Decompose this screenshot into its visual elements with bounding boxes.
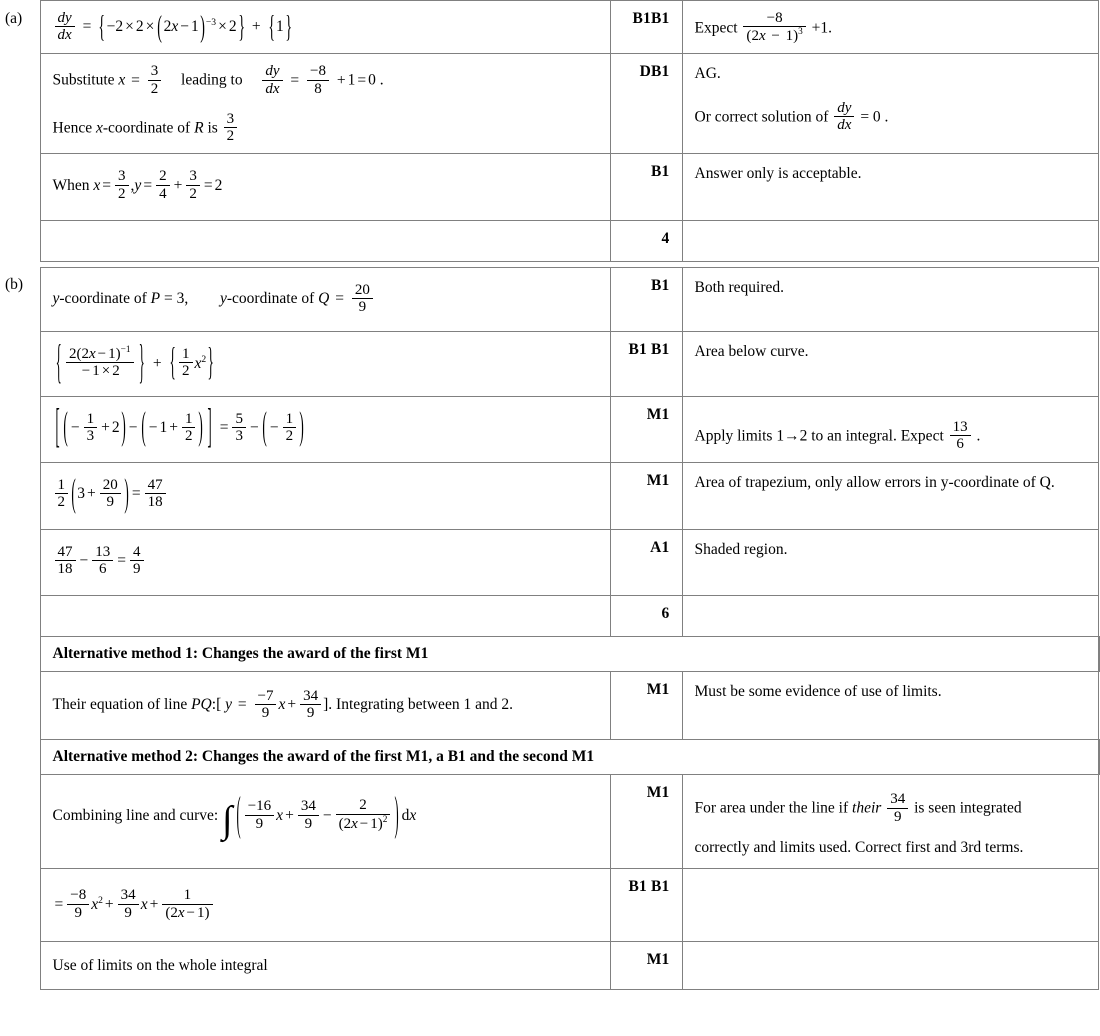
notes-alt2-a: For area under the line if [694, 799, 849, 817]
notes-cell-alt2 [682, 775, 1098, 869]
mark-b-total: 6 [661, 604, 670, 622]
work-b2: { $\frac{2(2x - 1)^{-1}}{- 1 \times 2}$ } + { $\frac{1}{2}$ $x^2$ } [55, 336, 215, 390]
notes-b4: Area of trapezium, only allow errors in y-coordinate of Q. [694, 474, 1055, 492]
work-a3: When x = $\frac{3}{2}$ ,y = $\frac{2}{4}$ + $\frac{3}{2}$ = 2 [52, 168, 223, 202]
work-cell-a2 [40, 54, 610, 154]
work-a2-t3: Hence [52, 119, 93, 137]
table-row [0, 529, 1100, 595]
notes-alt2c [683, 942, 1098, 960]
notes-a2-line2a: Or correct solution of [694, 108, 829, 126]
notes-cell-b2 [682, 332, 1098, 396]
part-label-a: (a) [5, 9, 23, 27]
mark-alt2c: M1 [646, 950, 670, 968]
notes-b3-tail: . [976, 427, 981, 445]
notes-a1: Expect $\frac{-8}{(2x - 1)^3}$ +1. [694, 10, 833, 45]
mark-a3: B1 [651, 163, 670, 181]
mark-cell-b3 [610, 396, 682, 462]
mark-cell-alt1 [610, 671, 682, 739]
mark-cell-b4 [610, 463, 682, 529]
notes-b2: Area below curve. [694, 343, 809, 361]
notes-alt2-their: their [852, 799, 882, 817]
table-row-total-b [0, 595, 1100, 636]
mark-cell-a1 [610, 1, 682, 54]
part-label-a-cell [0, 1, 40, 262]
mark-alt1: M1 [646, 680, 670, 698]
work-alt2: Combining line and curve: ∫ ( $\frac{-16}{9}$ x + $\frac{34}{9}$ − $\frac{2}{(2x - 1)^2}$ ) dx [52, 788, 417, 842]
notes-b3: Apply limits 1→2 to an integral. Expect $\frac{13}{6}$ . [694, 418, 981, 452]
work-a2-t2: leading to [181, 71, 243, 89]
work-cell-a-total [40, 220, 610, 261]
alt-method-2-heading: Alternative method 2: Changes the award of the first M1, a B1 and the second M1 [52, 748, 595, 766]
work-b1-t2: -coordinate of [226, 290, 315, 308]
work-b1-t1: -coordinate of [59, 290, 147, 308]
mark-cell-b-total [610, 595, 682, 636]
notes-cell-alt2c [682, 941, 1098, 989]
mark-cell-alt2c [610, 941, 682, 989]
alt-method-1-heading-row [0, 636, 1100, 671]
work-b5: $\frac{47}{18}$ − $\frac{13}{6}$ = $\frac{4}{9}$ [41, 530, 610, 595]
mark-b5: A1 [650, 538, 670, 556]
notes-cell-a-total [682, 220, 1098, 261]
mark-cell-a2 [610, 54, 682, 154]
alt-heading-notes-1 [1098, 636, 1100, 671]
mark-a-total: 4 [661, 229, 670, 247]
notes-a-total [683, 221, 1098, 239]
work-a1: $\frac{dy}{dx}$ = $\{-2 \times 2 \times (2x - 1)^{-3} \times 2\} + \{1\}$ [41, 1, 610, 52]
mark-cell-a-total [610, 220, 682, 261]
table-row-total-a [0, 220, 1100, 261]
notes-alt1: Must be some evidence of use of limits. [694, 682, 942, 700]
table-row [0, 463, 1100, 529]
table-row [0, 396, 1100, 462]
work-alt2-t1: Combining line and curve: [52, 806, 219, 824]
notes-a3: Answer only is acceptable. [694, 165, 862, 183]
notes-b5: Shaded region. [694, 540, 788, 558]
mark-alt2b: B1 B1 [628, 878, 670, 896]
table-row [0, 671, 1100, 739]
notes-cell-b1 [682, 267, 1098, 331]
table-row [0, 54, 1100, 154]
work-cell-b4 [40, 463, 610, 529]
part-label-b: (b) [5, 276, 24, 294]
table-row [0, 1, 1100, 54]
mark-cell-alt2 [610, 775, 682, 869]
work-cell-b-total [40, 595, 610, 636]
notes-a2-line2b: = 0 . [860, 108, 889, 126]
notes-cell-a2 [682, 54, 1098, 154]
mark-b1: B1 [651, 276, 670, 294]
part-label-b-cell [0, 267, 40, 989]
notes-b3-lead: Apply limits 1→2 to an integral. Expect [694, 427, 944, 445]
mark-cell-b5 [610, 529, 682, 595]
work-b1: y-coordinate of P = 3, y-coordinate of Q = $\frac{20}{9}$ [41, 268, 610, 331]
notes-b-total [683, 596, 1098, 614]
mark-cell-b2 [610, 332, 682, 396]
notes-cell-a1 [682, 1, 1098, 54]
alt-method-1-heading: Alternative method 1: Changes the award of the first M1 [52, 644, 429, 662]
table-row [0, 154, 1100, 220]
notes-cell-b3 [682, 396, 1098, 462]
notes-a2-line1: AG. [694, 65, 721, 83]
mark-cell-a3 [610, 154, 682, 220]
work-a3-when: When [52, 176, 90, 194]
notes-cell-b5 [682, 529, 1098, 595]
work-cell-b2 [40, 332, 610, 396]
work-cell-alt2 [40, 775, 610, 869]
mark-cell-alt2b [610, 869, 682, 941]
work-cell-b3 [40, 396, 610, 462]
notes-b1: Both required. [694, 278, 785, 296]
notes-cell-b-total [682, 595, 1098, 636]
work-alt1-t1: Their equation of line [52, 696, 188, 714]
table-row [0, 941, 1100, 989]
notes-cell-alt1 [682, 671, 1098, 739]
mark-a1: B1B1 [632, 10, 670, 27]
table-row [0, 775, 1100, 869]
mark-b4: M1 [646, 472, 670, 490]
work-alt2c: Use of limits on the whole integral [52, 956, 268, 974]
work-a2: Substitute x = $\frac{3}{2}$ leading to $\frac{dy}{dx}$ = $\frac{-8}{8}$ + 1 = 0 . Hence x-coordinate of R is $\frac{3}{2}$ [52, 63, 384, 145]
work-cell-alt1 [40, 671, 610, 739]
notes-alt2-c: correctly and limits used. Correct first and 3rd terms. [694, 838, 1024, 856]
mark-alt2: M1 [646, 784, 670, 802]
notes-cell-alt2b [682, 869, 1098, 941]
work-a-total [41, 221, 610, 261]
work-cell-a1 [40, 1, 610, 54]
work-b3: [ ( − $\frac{1}{3}$ + 2) − ( − 1 + $\frac{1}{2}$ ) ] = $\frac{5}{3}$ − ( − $\frac{1}{2}$ ) [55, 401, 304, 454]
notes-cell-b4 [682, 463, 1098, 529]
work-cell-alt2c [40, 941, 610, 989]
mark-a2: DB1 [639, 63, 670, 81]
work-cell-a3 [40, 154, 610, 220]
notes-alt2: For area under the line if their $\frac{34}{9}$ is seen integrated correctly and limits used. Correct first and 3rd terms. [683, 775, 1098, 868]
work-alt1-t2: ]. Integrating between 1 and 2. [323, 696, 513, 714]
alt-heading-notes-2 [1098, 740, 1100, 775]
work-alt1: Their equation of line PQ:[ y = $\frac{-7}{9}$ x + $\frac{34}{9}$ ]. Integrating between 1 and 2. [52, 687, 513, 722]
notes-a1-lead: Expect [694, 19, 738, 37]
work-a2-t5: is [207, 119, 218, 137]
work-cell-b5 [40, 529, 610, 595]
notes-cell-a3 [682, 154, 1098, 220]
work-alt2b: = $\frac{-8}{9}$ $x^2$ + $\frac{34}{9}$ x + $\frac{1}{(2x - 1)}$ [41, 869, 610, 940]
work-cell-alt2b [40, 869, 610, 941]
table-row [0, 267, 1100, 331]
mark-cell-b1 [610, 267, 682, 331]
alt-heading-cell-2 [40, 740, 1098, 775]
alt-method-2-heading-row [0, 740, 1100, 775]
work-b1-eq: = 3, [163, 290, 189, 308]
notes-alt2-b: is seen integrated [914, 799, 1022, 817]
work-b-total [41, 596, 610, 636]
alt-heading-cell-1 [40, 636, 1098, 671]
work-a2-t4: -coordinate of [102, 119, 191, 137]
work-a2-t1: Substitute [52, 71, 115, 89]
notes-alt2b [683, 869, 1098, 887]
work-cell-b1 [40, 267, 610, 331]
notes-a2: AG. Or correct solution of $\frac{dy}{dx}$ = 0 . [683, 54, 1098, 142]
mark-b2: B1 B1 [628, 341, 670, 359]
table-row [0, 869, 1100, 941]
mark-b3: M1 [646, 405, 670, 423]
work-b4: $\frac{1}{2}$ (3 + $\frac{20}{9}$ ) = $\frac{47}{18}$ [41, 463, 610, 528]
table-row [0, 332, 1100, 396]
notes-a1-tail: +1. [811, 19, 833, 37]
